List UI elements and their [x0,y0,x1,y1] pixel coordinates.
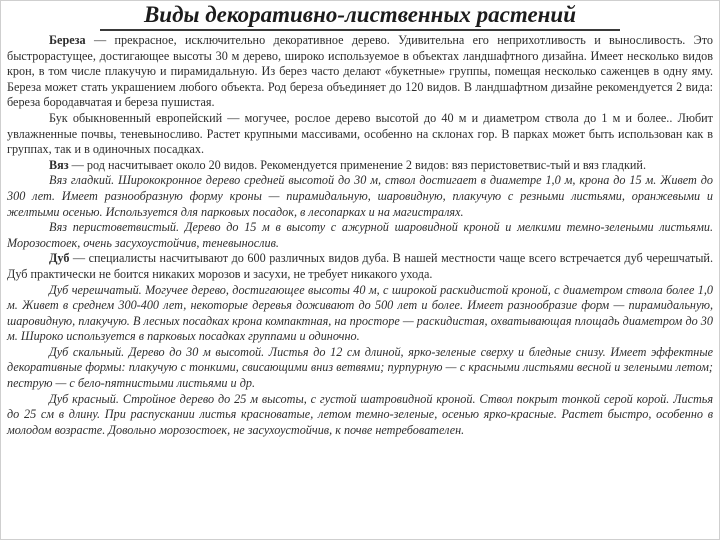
paragraph-oak-rock [7,345,713,392]
lead-word: Береза [49,33,86,47]
paragraph-text: Дуб черешчатый. Могучее дерево, достигающее высоты 40 м, с широкой раскидистой кроной, с диаметром ствола более 1,0 м. Живет в среднем 300-400 лет, некоторые деревья доживают до 500 лет и более. Имеет разнообразие форм — пирамидальную, шаровидную, плакучую. В лесных посадках крона компактная, на просторе — раскидистая, охватывающая площадь диаметром до 30 м. Широко используется в парковых посадках группами и одиночно. [7,282,713,344]
paragraph-elm-smooth [7,173,713,220]
paragraph-oak [7,251,713,282]
title-underline [100,29,620,31]
paragraph-text: Вяз гладкий. Ширококронное дерево средней высотой до 30 м, ствол достигает в диаметре 1,0 м, крона до 15 м. Живет до 300 лет. Имеет разнообразную форму кроны — пирамидальную, шаровидную, плакучую с резными листьями, оранжевыми и желтыми осенью. Используется для парковых посадок, в лесопарках и на магистралях. [7,173,713,219]
paragraph-text: Бук обыкновенный европейский — могучее, рослое дерево высотой до 40 м и диаметром ствола до 1 м и более.. Любит увлажненные почвы, теневыносливо. Растет крупными массивами, особенно на склонах гор. В парках может быть использован как в группах, так и в одиночных посадках. [7,110,713,157]
page-title: Виды декоративно-лиственных растений [143,2,577,27]
paragraph-oak-pedunculate [7,283,713,345]
paragraph-birch [7,33,713,111]
text-body [7,33,713,438]
paragraph-beech [7,111,713,158]
paragraph-text: — специалисты насчитывают до 600 различных видов дуба. В нашей местности чаще всего встречается дуб черешчатый. Дуб практически не боится никаких морозов и засухи, не требует никакого ухода. [7,251,713,281]
paragraph-text: Вяз перистоветвистый. Дерево до 15 м в высоту с ажурной шаровидной кроной и мелкими темно-зелеными листьями. Морозостоек, очень засухоустойчив, теневынослив. [7,220,713,250]
paragraph-elm [7,158,713,174]
paragraph-text: — род насчитывает около 20 видов. Рекомендуется применение 2 видов: вяз перистоветвис-тый и вяз гладкий. [68,157,646,172]
lead-word: Вяз [49,157,69,172]
paragraph-text: Дуб скальный. Дерево до 30 м высотой. Листья до 12 см длиной, ярко-зеленые сверху и бледные снизу. Имеет эффектные декоративные формы: плакучую с тонкими, свисающими вниз ветвями; пурпурную — с красными листьями весной и зелеными летом; пеструю — с бело-пятнистыми листьями и др. [7,344,713,391]
lead-word: Дуб [49,251,70,266]
paragraph-elm-pinnate [7,220,713,251]
paragraph-text: Дуб красный. Стройное дерево до 25 м высоты, с густой шатровидной кроной. Ствол покрыт тонкой серой корой. Листья до 25 см в длину. При распускании листья красноватые, летом темно-зеленые, осенью ярко-красные. Растет быстро, особенно в молодом возрасте. Довольно морозостоек, не засухоустойчив, к почве нетребователен. [7,391,713,437]
paragraph-text: — прекрасное, исключительно декоративное дерево. Удивительна его неприхотливость и выносливость. Это быстрорастущее, достигающее высоты 30 м дерево, широко используемое в объектах ландшафтного дизайна. Имеет несколько видов крон, в том числе плакучую и пирамидальную. Из берез часто делают «букетные» группы, помещая несколько саженцев в одну яму. Береза может стать украшением любого объекта. Род береза объединяет до 120 видов. В ландшафтном дизайне рекомендуется 2 вида: береза бородавчатая и береза пушистая. [7,33,713,110]
paragraph-oak-red [7,392,713,439]
